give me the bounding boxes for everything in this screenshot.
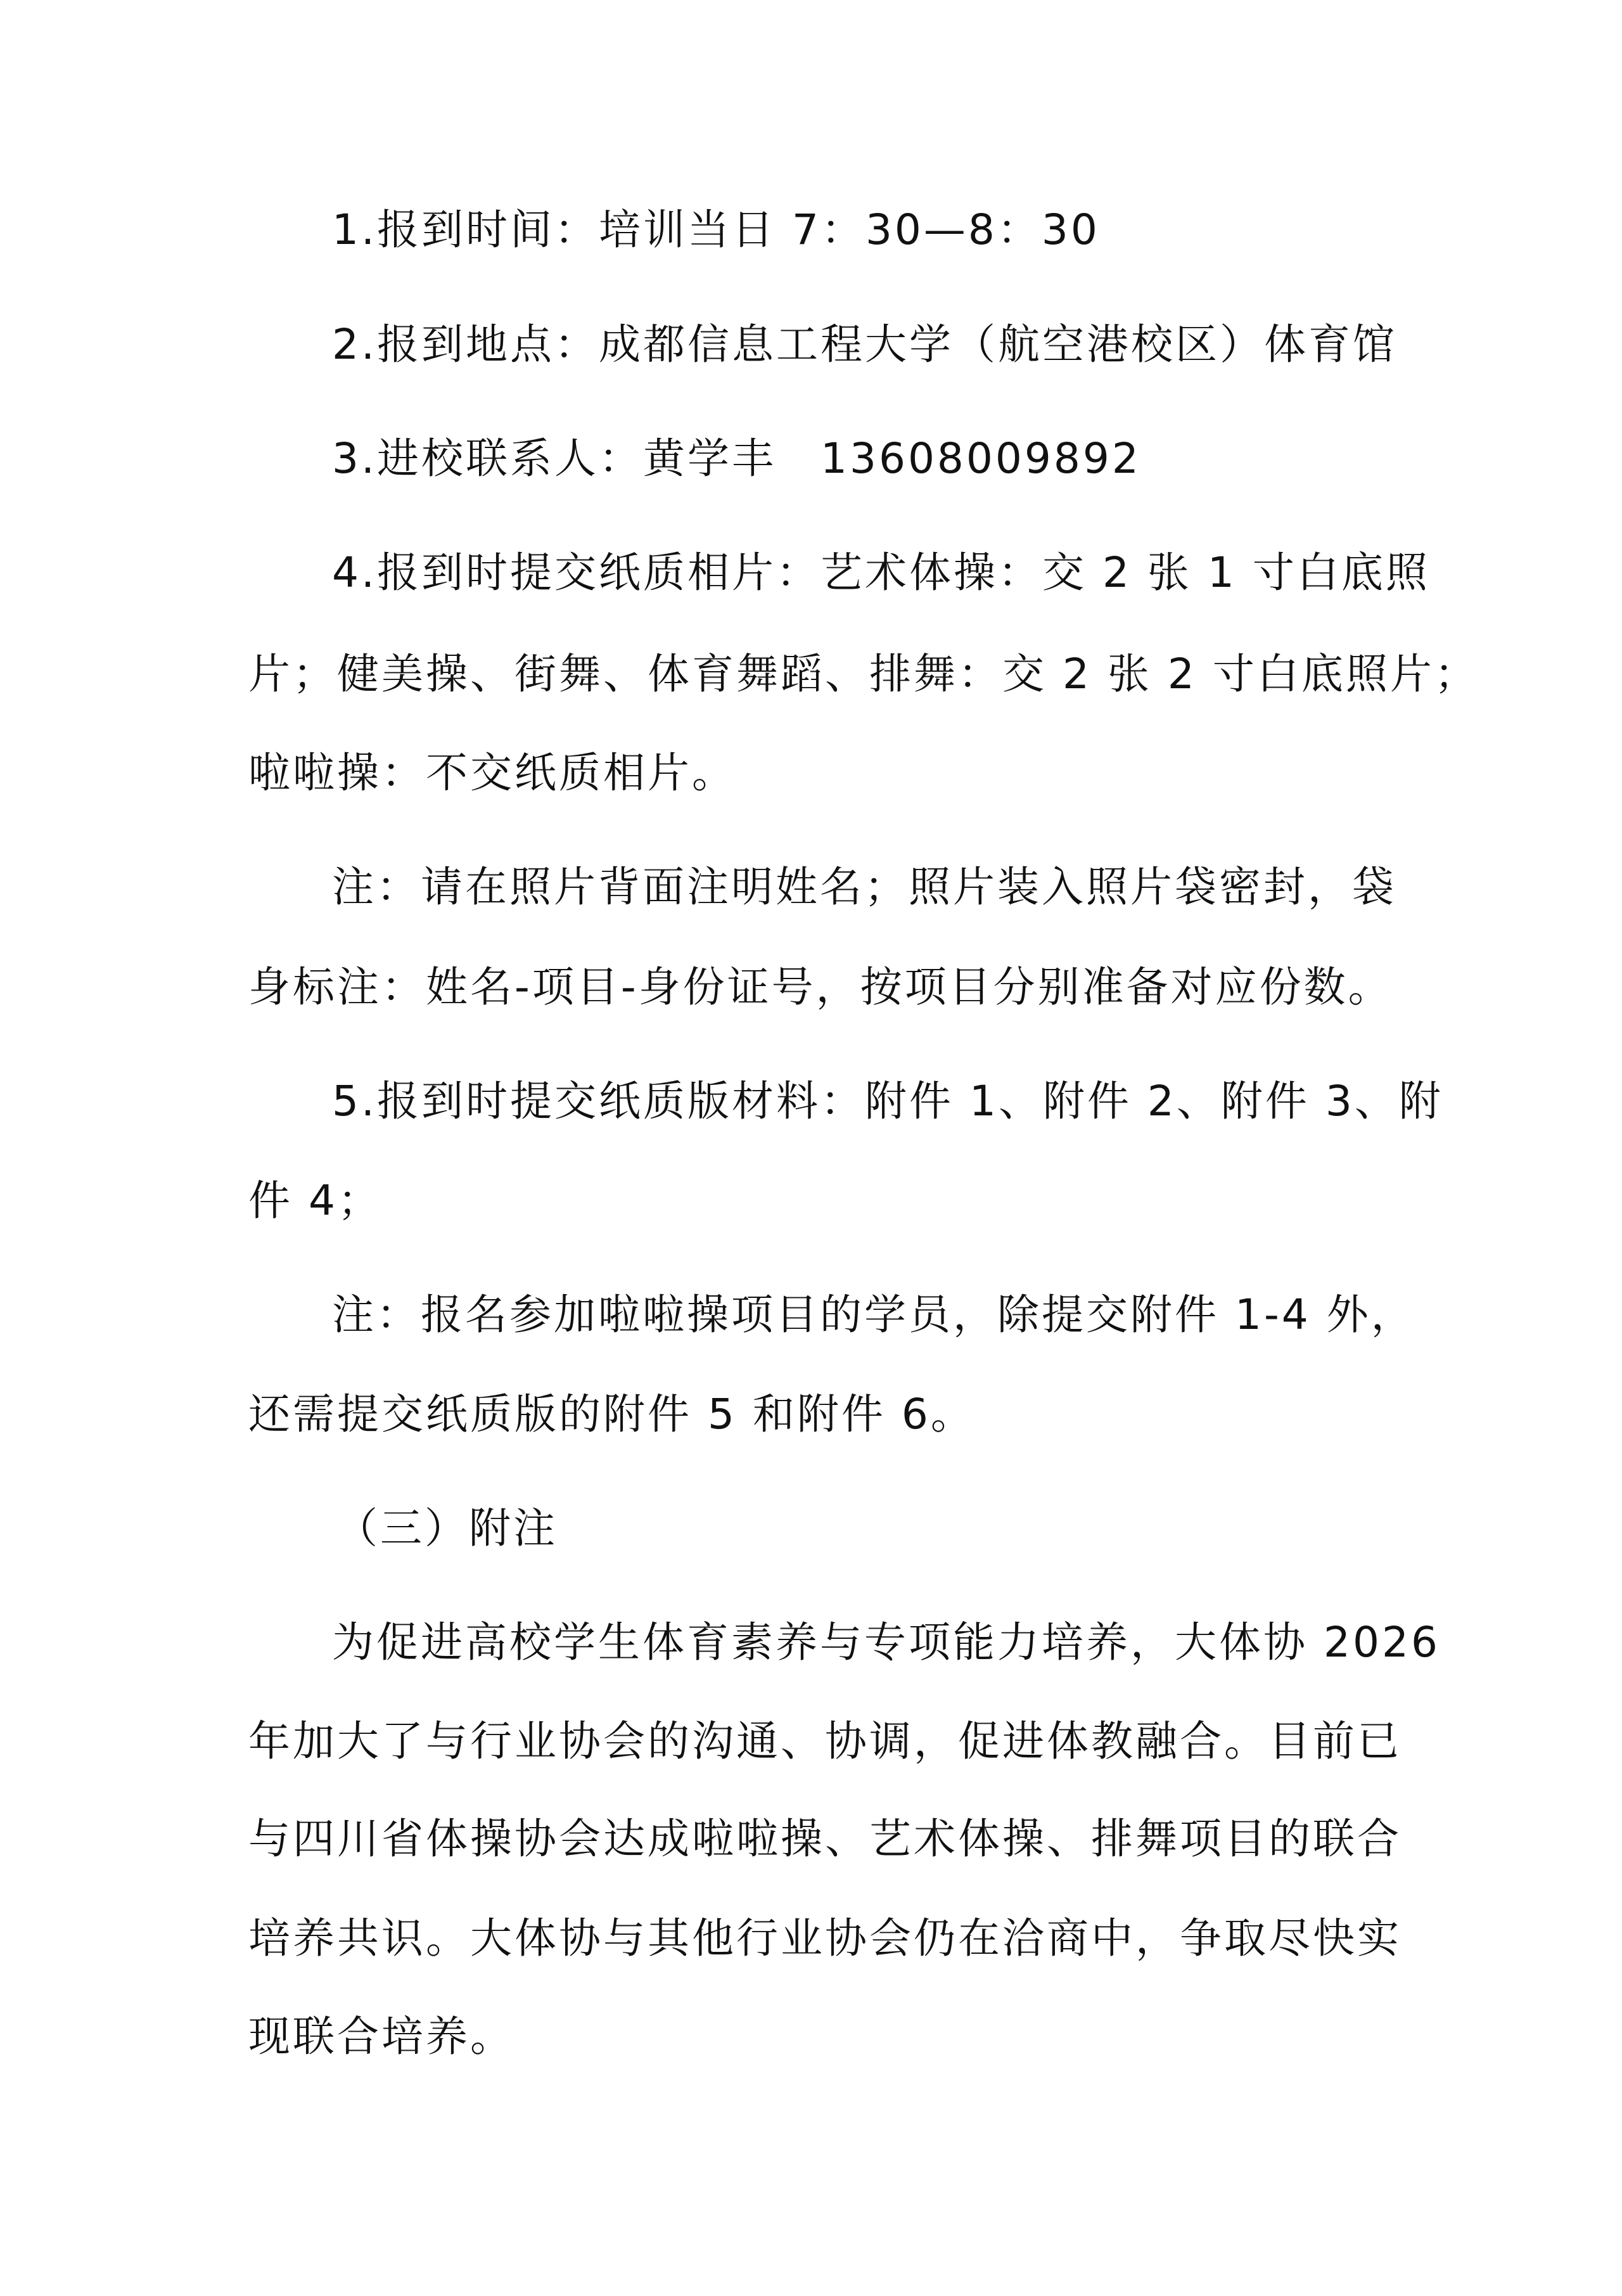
notes-paragraph-line-5: 现联合培养。 [248,2012,514,2061]
photo-requirement-line-3: 啦啦操：不交纸质相片。 [248,748,736,797]
photo-note-line-1: 注：请在照片背面注明姓名；照片装入照片袋密封，袋 [332,863,1396,911]
materials-line-2: 件 4； [248,1176,382,1225]
cheerleading-note-line-1: 注：报名参加啦啦操项目的学员，除提交附件 1-4 外， [332,1290,1415,1339]
report-time-line: 1.报到时间：培训当日 7：30—8：30 [332,205,1100,254]
materials-line-1: 5.报到时提交纸质版材料：附件 1、附件 2、附件 3、附 [332,1077,1443,1126]
notes-paragraph-line-1: 为促进高校学生体育素养与专项能力培养，大体协 2026 [332,1618,1440,1667]
report-location-line: 2.报到地点：成都信息工程大学（航空港校区）体育馆 [332,320,1397,369]
section-heading-notes: （三）附注 [336,1504,558,1553]
photo-note-line-2: 身标注：姓名-项目-身份证号，按项目分别准备对应份数。 [248,963,1393,1011]
cheerleading-note-line-2: 还需提交纸质版的附件 5 和附件 6。 [248,1390,975,1439]
notes-paragraph-line-3: 与四川省体操协会达成啦啦操、艺术体操、排舞项目的联合 [248,1814,1402,1863]
photo-requirement-line-2: 片；健美操、街舞、体育舞蹈、排舞：交 2 张 2 寸白底照片； [248,650,1479,698]
notes-paragraph-line-4: 培养共识。大体协与其他行业协会仍在洽商中，争取尽快实 [248,1914,1402,1963]
notes-paragraph-line-2: 年加大了与行业协会的沟通、协调，促进体教融合。目前已 [248,1717,1402,1766]
contact-person-line: 3.进校联系人：黄学丰 13608009892 [332,434,1141,483]
photo-requirement-line-1: 4.报到时提交纸质相片：艺术体操：交 2 张 1 寸白底照 [332,548,1430,597]
